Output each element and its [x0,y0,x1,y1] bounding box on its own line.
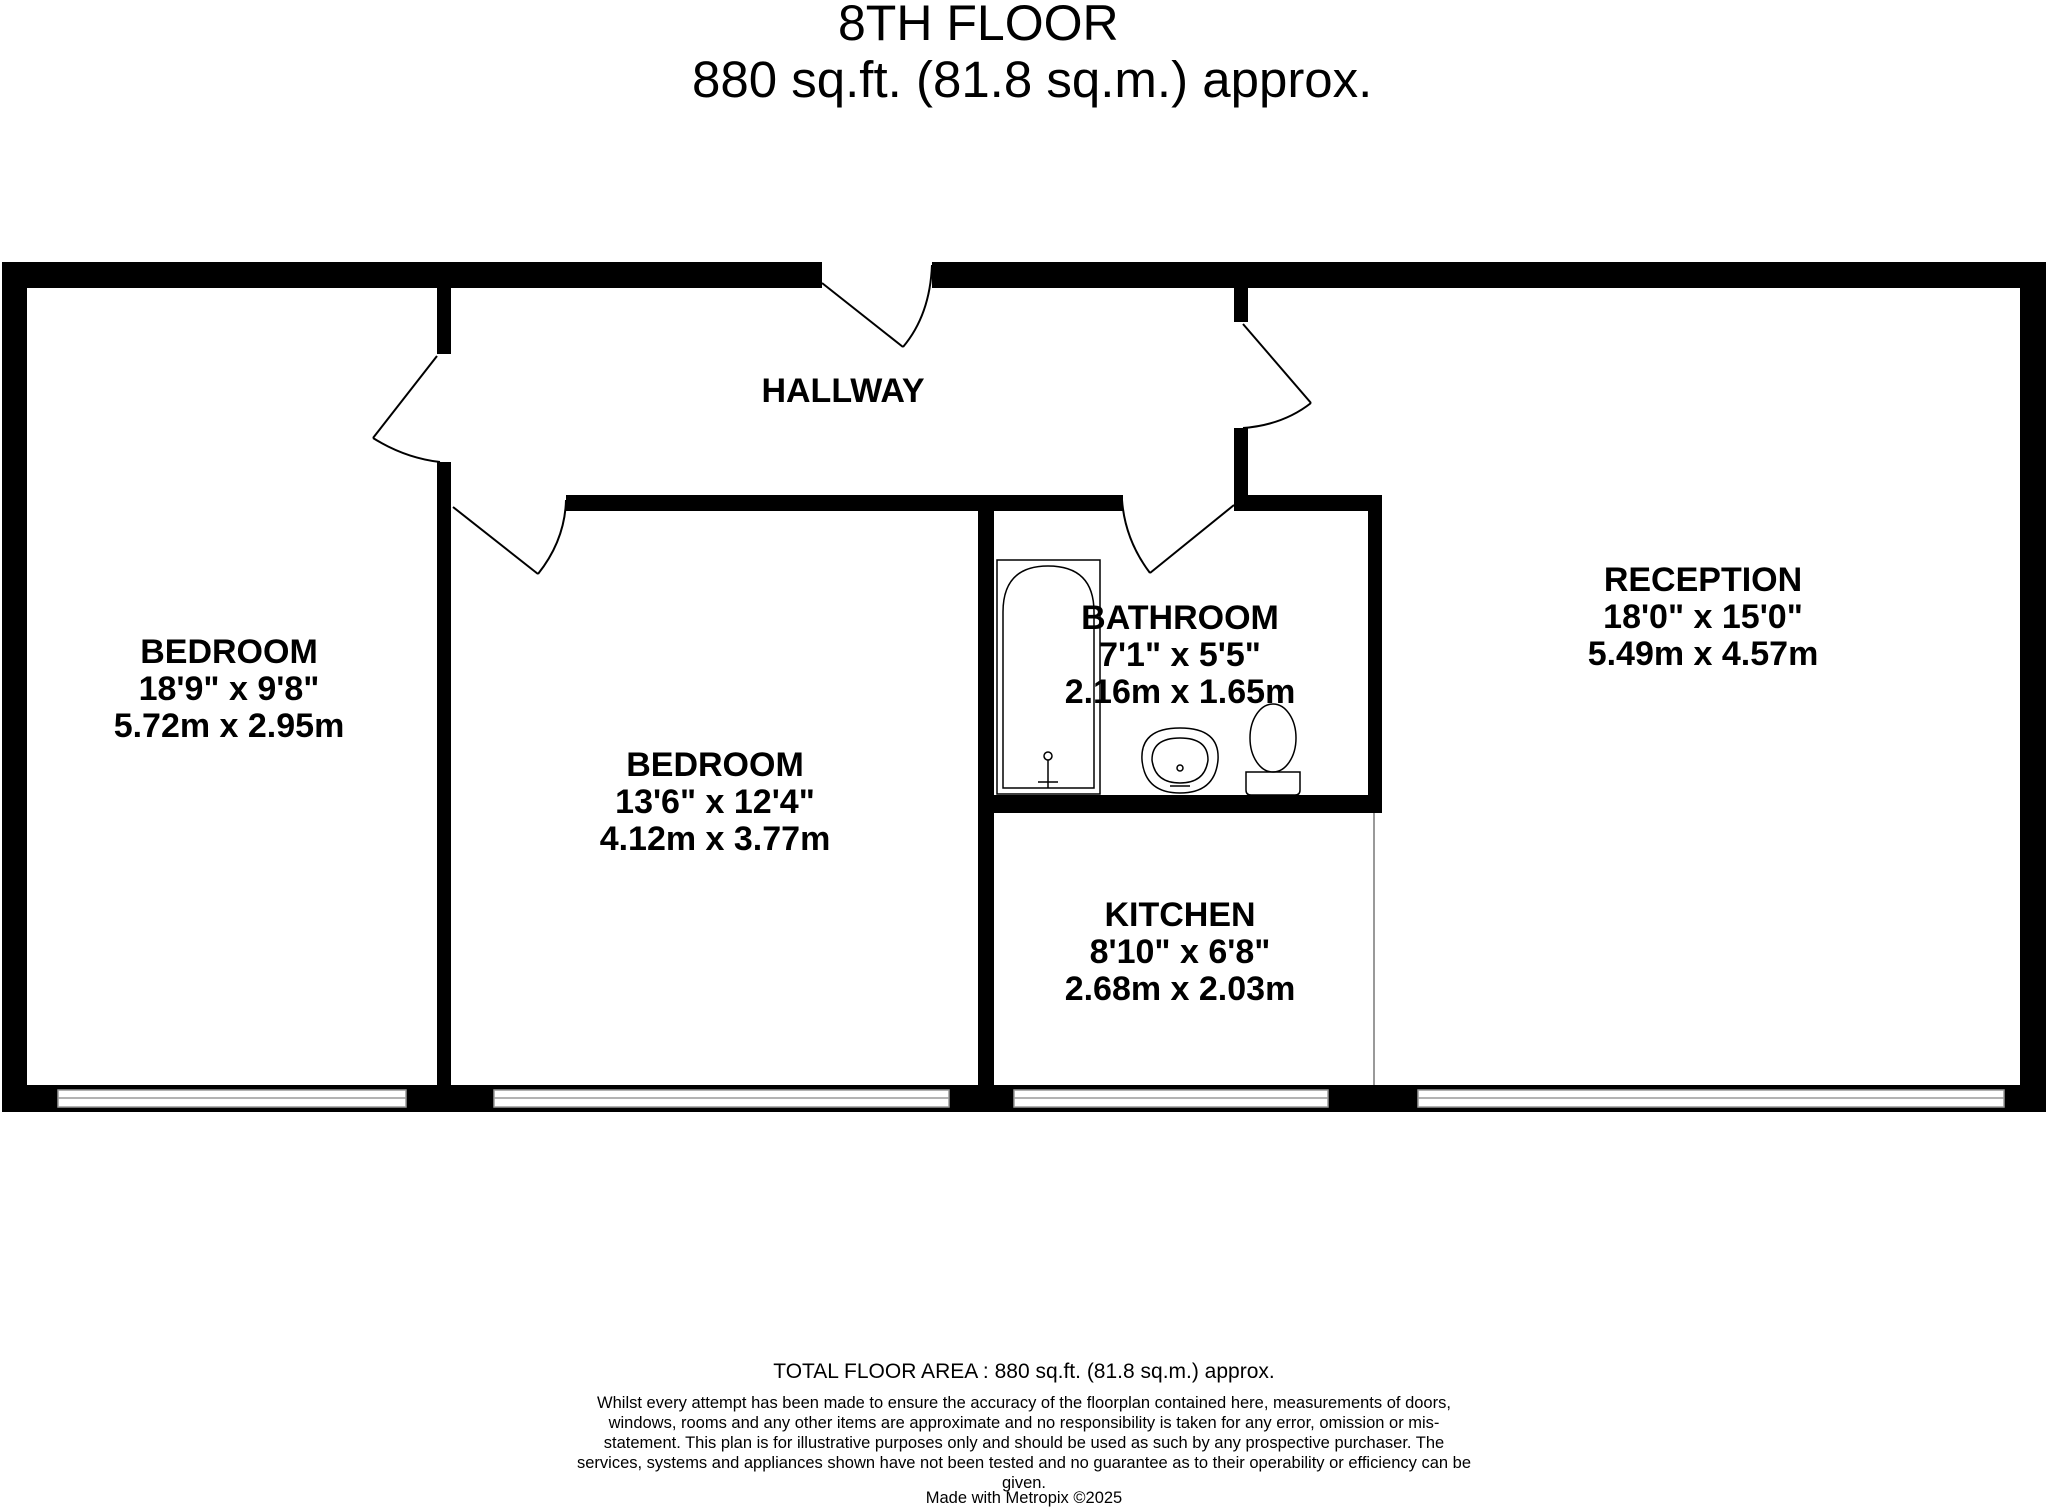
room-size-metric: 4.12m x 3.77m [599,820,831,858]
sink-icon [1142,728,1218,793]
room-size-metric: 5.49m x 4.57m [1587,635,1819,673]
bedroom-1-door [373,356,440,462]
room-size-metric: 2.16m x 1.65m [1064,673,1296,711]
room-name: KITCHEN [1104,896,1256,934]
window-bedroom-1 [58,1090,406,1107]
bedroom-2-door [453,500,566,574]
bedroom-2-label [600,747,831,858]
bottom-wall-windows [2,1085,2046,1112]
window-reception [1418,1090,2004,1107]
bedroom-1-label [114,634,345,745]
reception-door [1243,324,1311,428]
reception-label [1588,562,1819,673]
room-size-metric: 5.72m x 2.95m [113,707,345,745]
front-door [822,265,932,347]
disclaimer-text: Whilst every attempt has been made to ensure the accuracy of the floorplan contained here, measurements of doors, windows, rooms and any other items are approximate and no responsibility is taken for any error, omission or mis-statement. This plan is for illustrative purposes only and should be used as such by any prospective purchaser. The services, systems and appliances shown have not been tested and no guarantee as to their operability or efficiency can be given. [577,1394,1471,1492]
credit-text: Made with Metropix ©2025 [925,1489,1123,1507]
toilet-icon [1246,704,1300,795]
floor-title: 8TH FLOOR [838,0,1119,51]
window-bedroom-2 [494,1090,949,1107]
room-size-metric: 2.68m x 2.03m [1064,970,1296,1008]
bathroom-door [1122,500,1234,573]
room-size-imperial: 18'9" x 9'8" [138,670,320,708]
room-name: HALLWAY [761,372,925,410]
window-kitchen [1014,1090,1328,1107]
room-size-imperial: 7'1" x 5'5" [1099,636,1261,674]
bathroom-label [1065,600,1296,711]
room-name: BEDROOM [626,746,804,784]
room-name: BATHROOM [1081,599,1279,637]
room-name: BEDROOM [140,633,318,671]
hallway-label [761,373,924,410]
kitchen-label [1065,897,1296,1008]
floor-area-heading: 880 sq.ft. (81.8 sq.m.) approx. [692,51,1373,108]
doors [373,265,1311,574]
room-name: RECEPTION [1603,561,1803,599]
room-size-imperial: 8'10" x 6'8" [1089,933,1271,971]
room-size-imperial: 13'6" x 12'4" [615,783,815,821]
room-size-imperial: 18'0" x 15'0" [1603,598,1803,636]
total-floor-area: TOTAL FLOOR AREA : 880 sq.ft. (81.8 sq.m.) approx. [773,1360,1275,1383]
